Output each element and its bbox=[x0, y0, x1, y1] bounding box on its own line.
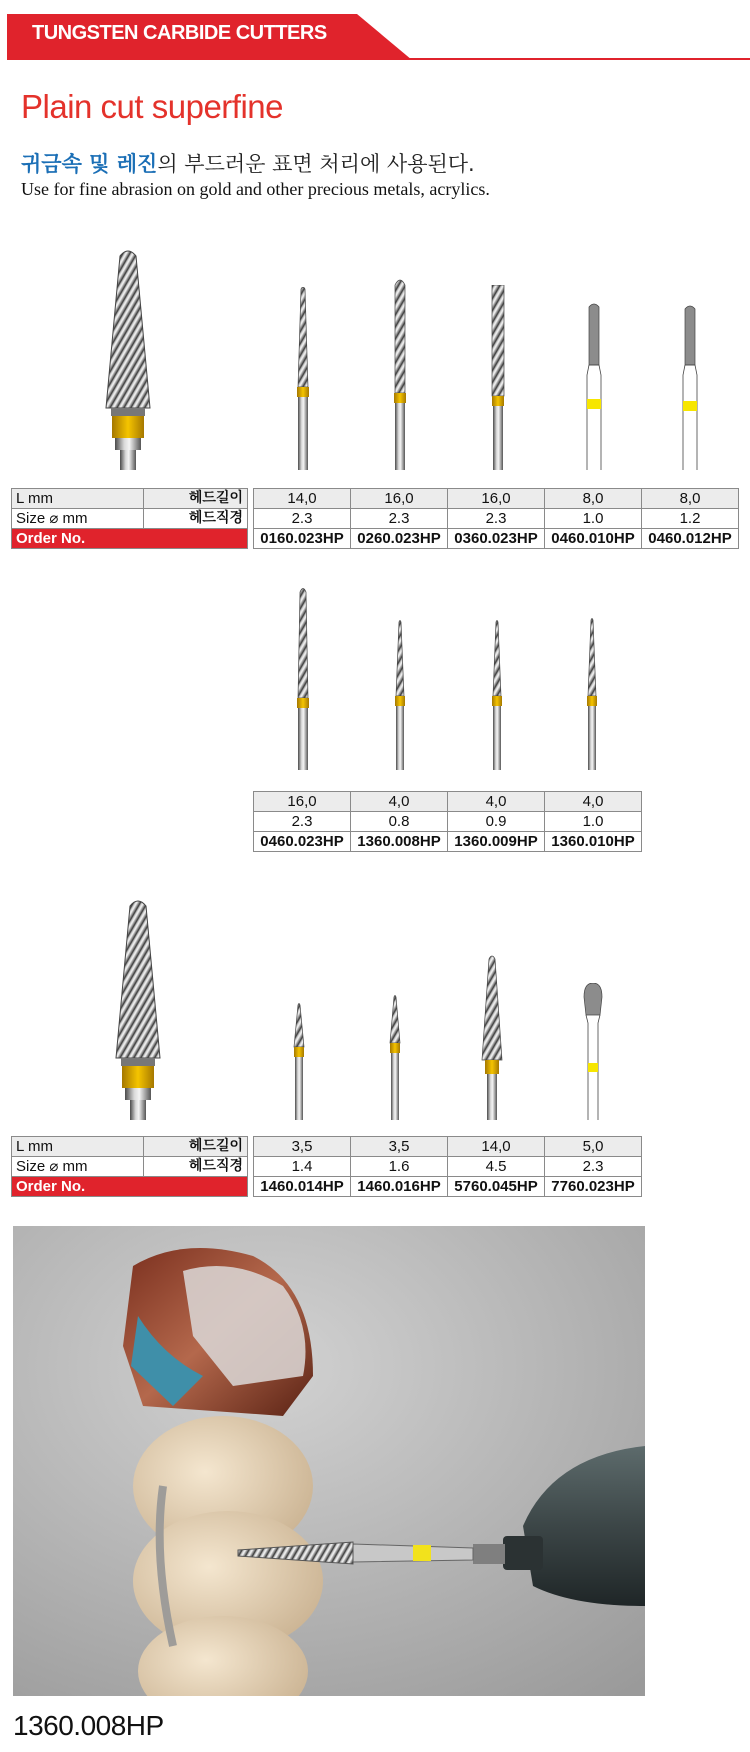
description-english: Use for fine abrasion on gold and other precious metals, acrylics. bbox=[21, 179, 490, 199]
spec-table-1 bbox=[253, 488, 739, 549]
cell-size: 2.3 bbox=[351, 509, 448, 529]
cell-length: 16,0 bbox=[448, 489, 545, 509]
cell-length: 14,0 bbox=[254, 489, 351, 509]
bur-large-0160 bbox=[98, 248, 158, 470]
banner-title: TUNGSTEN CARBIDE CUTTERS bbox=[32, 22, 327, 44]
cell-order: 0160.023HP bbox=[254, 529, 351, 549]
cell-order: 0360.023HP bbox=[448, 529, 545, 549]
cell-order: 5760.045HP bbox=[448, 1177, 545, 1197]
bur-7760-023 bbox=[578, 983, 608, 1120]
description-korean-rest: 의 부드러운 표면 처리에 사용된다. bbox=[157, 152, 475, 176]
size-label-ko: 헤드직경 bbox=[144, 509, 248, 529]
cell-order: 1360.010HP bbox=[545, 832, 642, 852]
spec-table-2 bbox=[253, 791, 642, 852]
photo-caption: 1360.008HP bbox=[13, 1710, 164, 1741]
cell-length: 16,0 bbox=[254, 792, 351, 812]
cell-length: 3,5 bbox=[351, 1137, 448, 1157]
bur-1460-016 bbox=[383, 995, 407, 1120]
cell-length: 16,0 bbox=[351, 489, 448, 509]
cell-order: 7760.023HP bbox=[545, 1177, 642, 1197]
cell-order: 1360.008HP bbox=[351, 832, 448, 852]
cell-length: 4,0 bbox=[351, 792, 448, 812]
size-label-ko: 헤드직경 bbox=[144, 1157, 248, 1177]
spec-table-3 bbox=[253, 1136, 642, 1197]
cell-size: 4.5 bbox=[448, 1157, 545, 1177]
length-label-ko: 헤드길이 bbox=[144, 1137, 248, 1157]
order-label: Order No. bbox=[12, 1177, 248, 1197]
length-label-ko: 헤드길이 bbox=[144, 489, 248, 509]
bur-1360-009 bbox=[485, 620, 509, 770]
size-label: Size ⌀ mm bbox=[12, 509, 144, 529]
cell-size: 1.6 bbox=[351, 1157, 448, 1177]
cell-order: 1460.016HP bbox=[351, 1177, 448, 1197]
bur-0360-023 bbox=[486, 285, 510, 470]
usage-photo-illustration bbox=[13, 1226, 645, 1696]
banner-rule bbox=[7, 58, 750, 60]
cell-length: 8,0 bbox=[642, 489, 739, 509]
bur-0460-023 bbox=[291, 588, 315, 770]
cell-length: 4,0 bbox=[448, 792, 545, 812]
cell-length: 3,5 bbox=[254, 1137, 351, 1157]
bur-1360-010 bbox=[580, 618, 604, 770]
bur-0460-012 bbox=[678, 305, 702, 470]
cell-size: 1.0 bbox=[545, 509, 642, 529]
description-highlight: 귀금속 및 레진 bbox=[21, 152, 158, 176]
cell-order: 1460.014HP bbox=[254, 1177, 351, 1197]
cell-length: 8,0 bbox=[545, 489, 642, 509]
size-label: Size ⌀ mm bbox=[12, 1157, 144, 1177]
cell-order: 1360.009HP bbox=[448, 832, 545, 852]
order-label: Order No. bbox=[12, 529, 248, 549]
page-title: Plain cut superfine bbox=[21, 88, 283, 125]
cell-size: 2.3 bbox=[448, 509, 545, 529]
cell-size: 2.3 bbox=[254, 509, 351, 529]
bur-0460-010 bbox=[582, 303, 606, 470]
cell-size: 0.9 bbox=[448, 812, 545, 832]
description-korean bbox=[21, 148, 475, 178]
cell-size: 1.0 bbox=[545, 812, 642, 832]
cell-length: 4,0 bbox=[545, 792, 642, 812]
legend-table-3 bbox=[11, 1136, 248, 1197]
cell-size: 2.3 bbox=[254, 812, 351, 832]
bur-1460-014 bbox=[287, 1003, 311, 1120]
bur-1360-008 bbox=[388, 620, 412, 770]
length-label: L mm bbox=[12, 1137, 144, 1157]
length-label: L mm bbox=[12, 489, 144, 509]
cell-order: 0460.012HP bbox=[642, 529, 739, 549]
bur-0260-023 bbox=[388, 279, 412, 470]
cell-order: 0460.010HP bbox=[545, 529, 642, 549]
cell-size: 1.2 bbox=[642, 509, 739, 529]
bur-large-5760 bbox=[108, 898, 168, 1120]
bur-0160-023 bbox=[291, 287, 315, 470]
cell-length: 14,0 bbox=[448, 1137, 545, 1157]
legend-table-1 bbox=[11, 488, 248, 549]
cell-size: 0.8 bbox=[351, 812, 448, 832]
cell-order: 0460.023HP bbox=[254, 832, 351, 852]
cell-order: 0260.023HP bbox=[351, 529, 448, 549]
cell-length: 5,0 bbox=[545, 1137, 642, 1157]
usage-photo bbox=[13, 1226, 645, 1696]
bur-5760-045 bbox=[477, 955, 507, 1120]
cell-size: 2.3 bbox=[545, 1157, 642, 1177]
cell-size: 1.4 bbox=[254, 1157, 351, 1177]
